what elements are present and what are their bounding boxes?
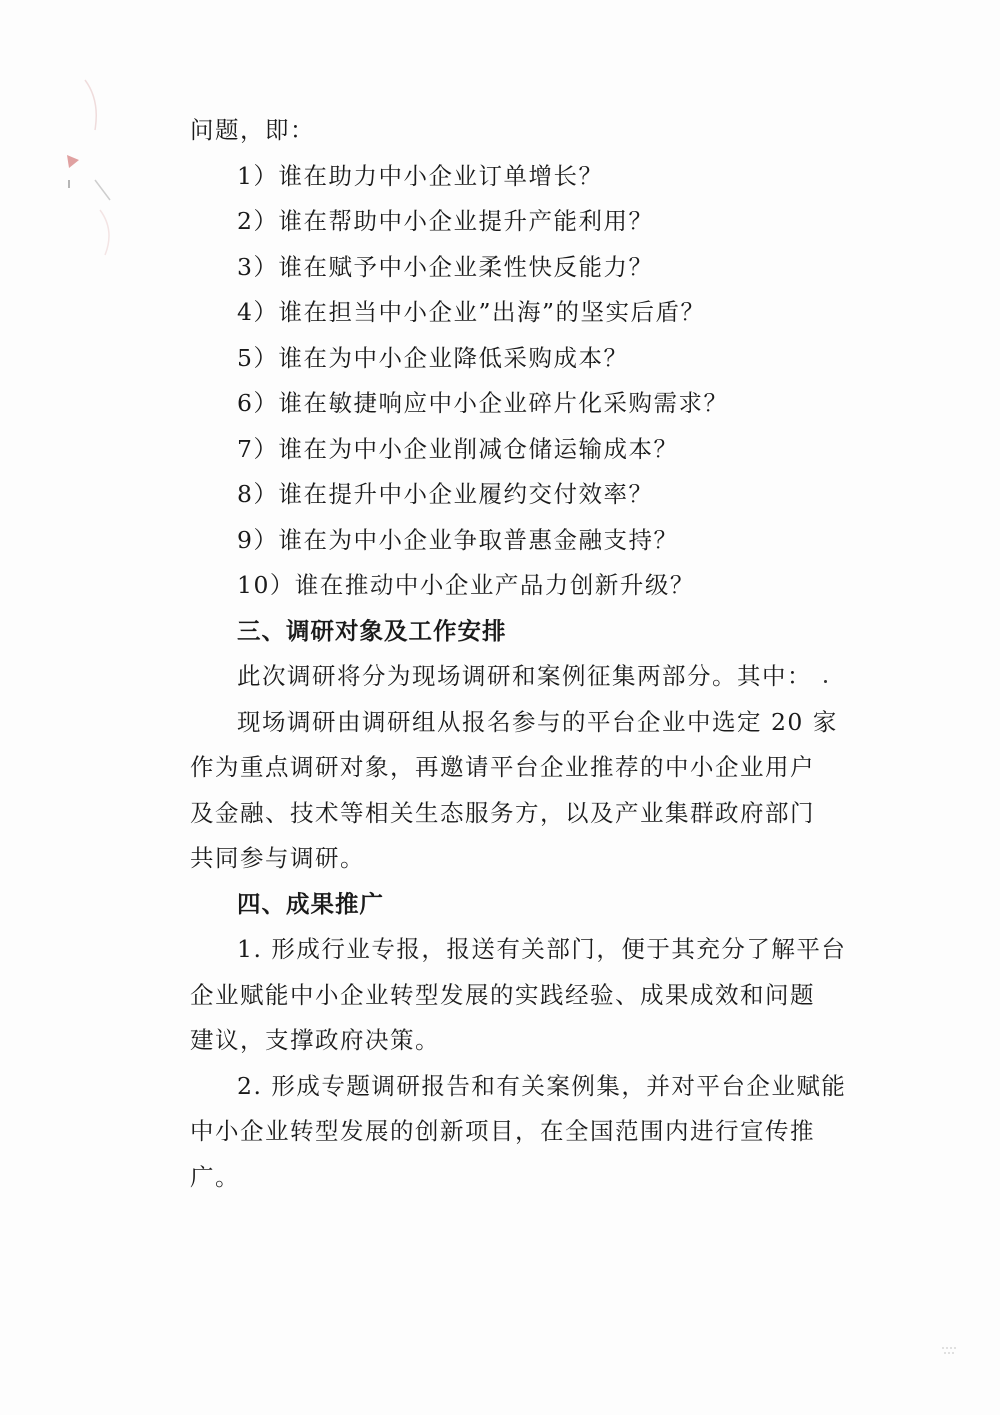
question-item: 2）谁在帮助中小企业提升产能利用？ (237, 207, 654, 235)
section3-para2-line: 作为重点调研对象，再邀请平台企业推荐的中小企业用户 (190, 753, 815, 781)
stamp-residue-mark (55, 60, 135, 260)
section3-para2-line: 现场调研由调研组从报名参与的平台企业中选定 20 家 (237, 707, 838, 736)
question-item: 10）谁在推动中小企业产品力创新升级？ (237, 571, 695, 599)
scan-dot-mark (824, 680, 827, 683)
section3-para1: 此次调研将分为现场调研和案例征集两部分。其中： (237, 662, 812, 690)
section4-item1-line: 企业赋能中小企业转型发展的实践经验、成果成效和问题 (190, 980, 815, 1009)
question-item: 8）谁在提升中小企业履约交付效率？ (237, 480, 654, 508)
section4-item2-line: 2. 形成专题调研报告和有关案例集，并对平台企业赋能 (237, 1071, 847, 1100)
intro-line: 问题，即： (190, 116, 315, 144)
question-item: 3）谁在赋予中小企业柔性快反能力？ (237, 252, 654, 281)
section4-item2-line: 广。 (190, 1162, 240, 1191)
question-item: 1）谁在助力中小企业订单增长？ (237, 161, 604, 190)
section3-heading: 三、调研对象及工作安排 (237, 616, 507, 645)
question-item: 7）谁在为中小企业削减仓储运输成本？ (237, 434, 679, 463)
scan-corner-mark (940, 1345, 960, 1357)
section4-item2-line: 中小企业转型发展的创新项目，在全国范围内进行宣传推 (190, 1117, 815, 1145)
question-item: 6）谁在敏捷响应中小企业碎片化采购需求？ (237, 389, 729, 417)
section4-item1-line: 1. 形成行业专报，报送有关部门，便于其充分了解平台 (237, 935, 847, 963)
document-body (190, 108, 847, 1200)
section4-item1-line: 建议，支撑政府决策。 (190, 1026, 440, 1054)
question-item: 9）谁在为中小企业争取普惠金融支持？ (237, 525, 679, 554)
section4-heading: 四、成果推广 (237, 889, 384, 918)
question-item: 4）谁在担当中小企业”出海”的坚实后盾？ (237, 298, 706, 326)
question-item: 5）谁在为中小企业降低采购成本？ (237, 343, 629, 372)
section3-para2-line: 共同参与调研。 (190, 844, 365, 872)
section3-para2-line: 及金融、技术等相关生态服务方，以及产业集群政府部门 (190, 798, 815, 827)
